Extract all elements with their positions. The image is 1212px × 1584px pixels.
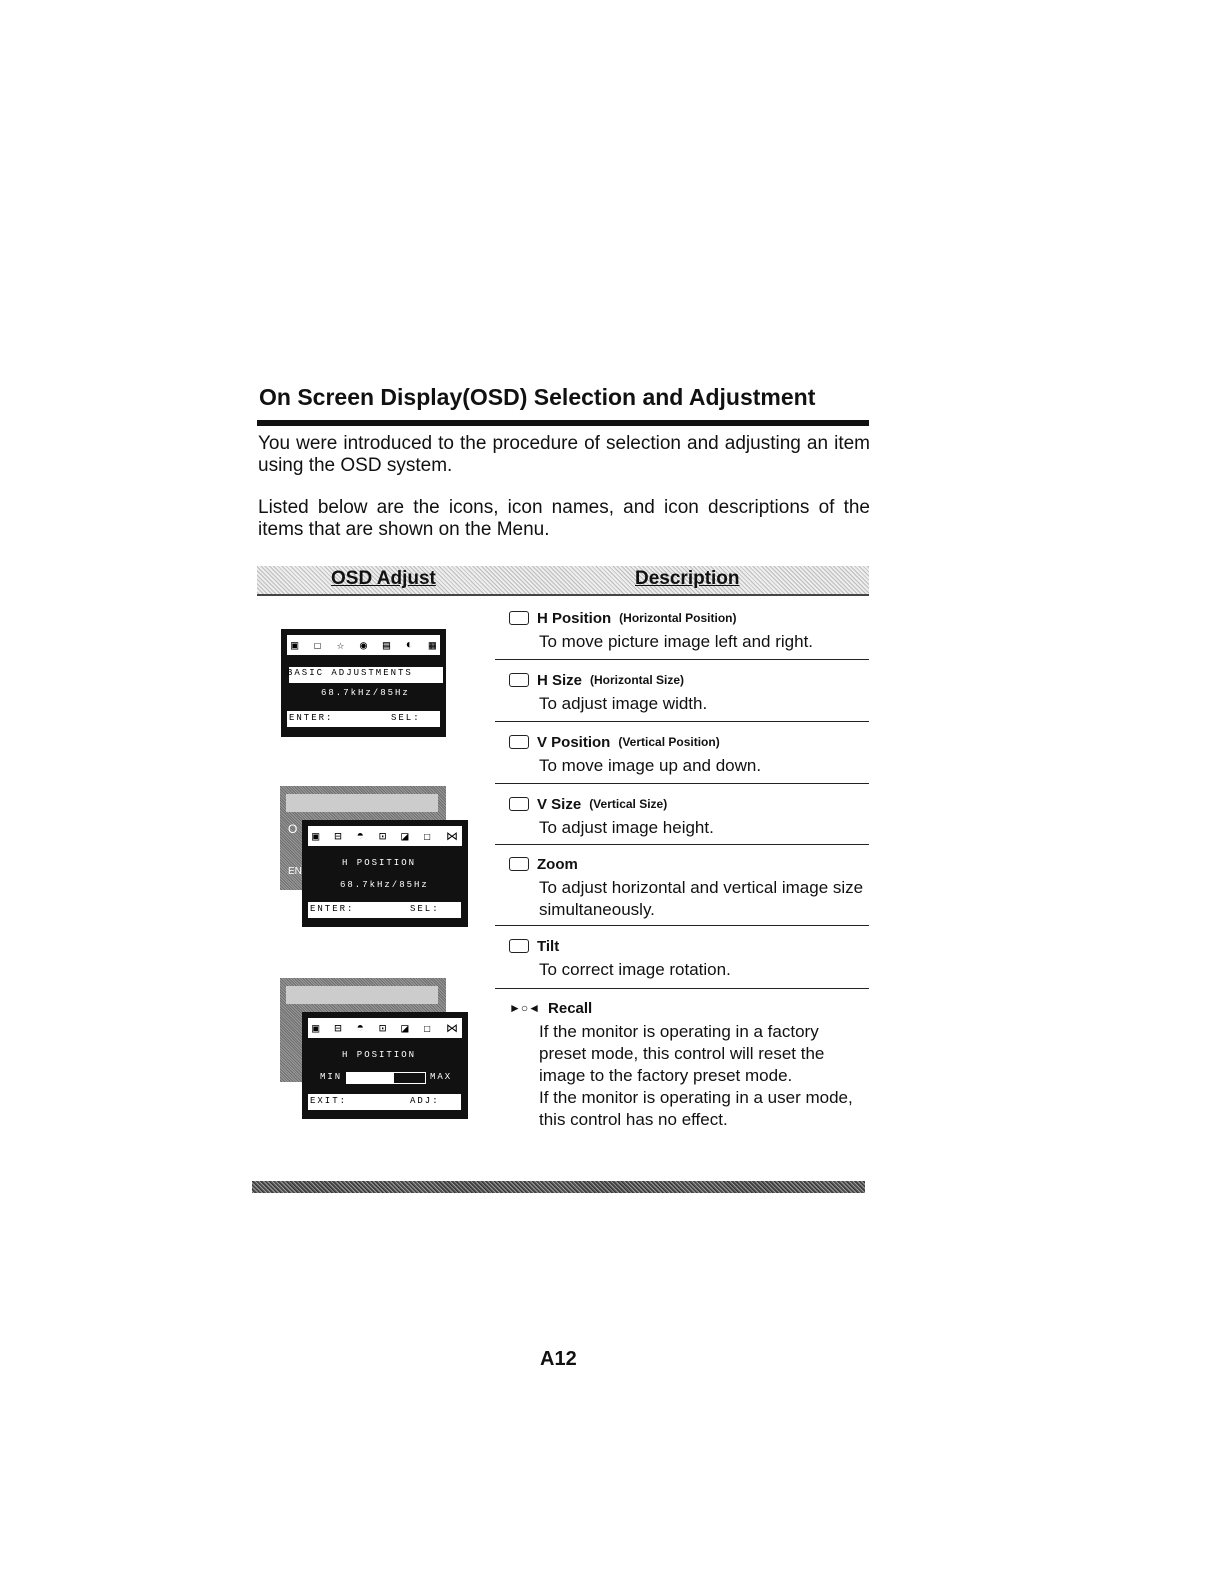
divider bbox=[495, 721, 869, 722]
osd-sel: SEL: bbox=[391, 713, 421, 723]
osd-icon-bar: ▣ ☐ ☆ ◉ ▤ ◐ ▦ bbox=[287, 635, 440, 655]
listed-paragraph: Listed below are the icons, icon names, and icon descriptions of the items that are shown on the Menu. bbox=[258, 497, 870, 540]
bottom-rule bbox=[252, 1181, 865, 1193]
item-note: (Vertical Size) bbox=[589, 797, 668, 811]
v-size-icon bbox=[509, 797, 529, 811]
osd-sub-icon-bar: ▣ ⊟ ◓ ⊡ ◪ ☐ ⋈ bbox=[308, 826, 462, 846]
osd-screen-back-2: O EN bbox=[280, 786, 446, 890]
divider bbox=[495, 783, 869, 784]
page-number: A12 bbox=[540, 1348, 577, 1370]
divider bbox=[495, 925, 869, 926]
osd-enter: ENTER: bbox=[310, 904, 355, 914]
column-osd-adjust: OSD Adjust bbox=[331, 568, 436, 589]
recall-icon: ►○◄ bbox=[509, 1001, 541, 1015]
item-description: If the monitor is operating in a factory preset mode, this control will reset the image to the factory preset mode. If the monitor is operating in a user mode, this control has no effect. bbox=[539, 1022, 853, 1129]
divider bbox=[495, 844, 869, 845]
osd-frequency: 68.7kHz/85Hz bbox=[340, 880, 429, 890]
intro-paragraph: You were introduced to the procedure of selection and adjusting an item using the OSD system. bbox=[258, 433, 870, 476]
h-size-icon bbox=[509, 673, 529, 687]
item-description: To adjust horizontal and vertical image size simultaneously. bbox=[539, 878, 864, 919]
item-description: To move picture image left and right. bbox=[539, 632, 814, 651]
item-description: To adjust image height. bbox=[539, 818, 714, 837]
item-name: V Position bbox=[537, 733, 611, 751]
item-note: (Vertical Position) bbox=[618, 735, 720, 749]
osd-menu-label: H POSITION bbox=[342, 858, 417, 868]
osd-frequency: 68.7kHz/85Hz bbox=[321, 688, 410, 698]
osd-menu-label: H POSITION bbox=[342, 1050, 417, 1060]
item-v-size bbox=[509, 794, 869, 839]
divider bbox=[495, 988, 869, 989]
item-v-position bbox=[509, 732, 869, 777]
item-description: To adjust image width. bbox=[539, 694, 708, 713]
item-recall bbox=[509, 998, 869, 1131]
osd-screen-adjust bbox=[302, 1012, 468, 1119]
osd-menu-label: BASIC ADJUSTMENTS bbox=[287, 668, 413, 678]
item-zoom bbox=[509, 854, 869, 921]
column-description: Description bbox=[635, 568, 740, 589]
item-name: H Position bbox=[537, 609, 612, 627]
item-name: V Size bbox=[537, 795, 582, 813]
osd-enter: ENTER: bbox=[289, 713, 334, 723]
table-header bbox=[257, 566, 869, 596]
item-h-position bbox=[509, 608, 869, 653]
zoom-icon bbox=[509, 857, 529, 871]
item-description: To move image up and down. bbox=[539, 756, 762, 775]
title-rule bbox=[257, 420, 869, 426]
tilt-icon bbox=[509, 939, 529, 953]
osd-screen-hposition bbox=[302, 820, 468, 927]
item-note: (Horizontal Position) bbox=[619, 611, 737, 625]
item-name: Recall bbox=[548, 999, 593, 1017]
item-h-size bbox=[509, 670, 869, 715]
item-name: Zoom bbox=[537, 855, 578, 873]
item-note: (Horizontal Size) bbox=[590, 673, 685, 687]
item-name: H Size bbox=[537, 671, 583, 689]
osd-level-bar bbox=[346, 1072, 426, 1084]
osd-sub-icon-bar: ▣ ⊟ ◓ ⊡ ◪ ☐ ⋈ bbox=[308, 1018, 462, 1038]
page-title: On Screen Display(OSD) Selection and Adjustment bbox=[259, 384, 816, 410]
item-description: To correct image rotation. bbox=[539, 960, 731, 979]
h-position-icon bbox=[509, 611, 529, 625]
item-name: Tilt bbox=[537, 937, 560, 955]
osd-min: MIN bbox=[320, 1072, 343, 1082]
item-tilt bbox=[509, 936, 869, 981]
osd-adj: ADJ: bbox=[410, 1096, 440, 1106]
v-position-icon bbox=[509, 735, 529, 749]
osd-exit: EXIT: bbox=[310, 1096, 348, 1106]
divider bbox=[495, 659, 869, 660]
osd-max: MAX bbox=[430, 1072, 453, 1082]
osd-screen-basic bbox=[281, 629, 446, 737]
osd-sel: SEL: bbox=[410, 904, 440, 914]
